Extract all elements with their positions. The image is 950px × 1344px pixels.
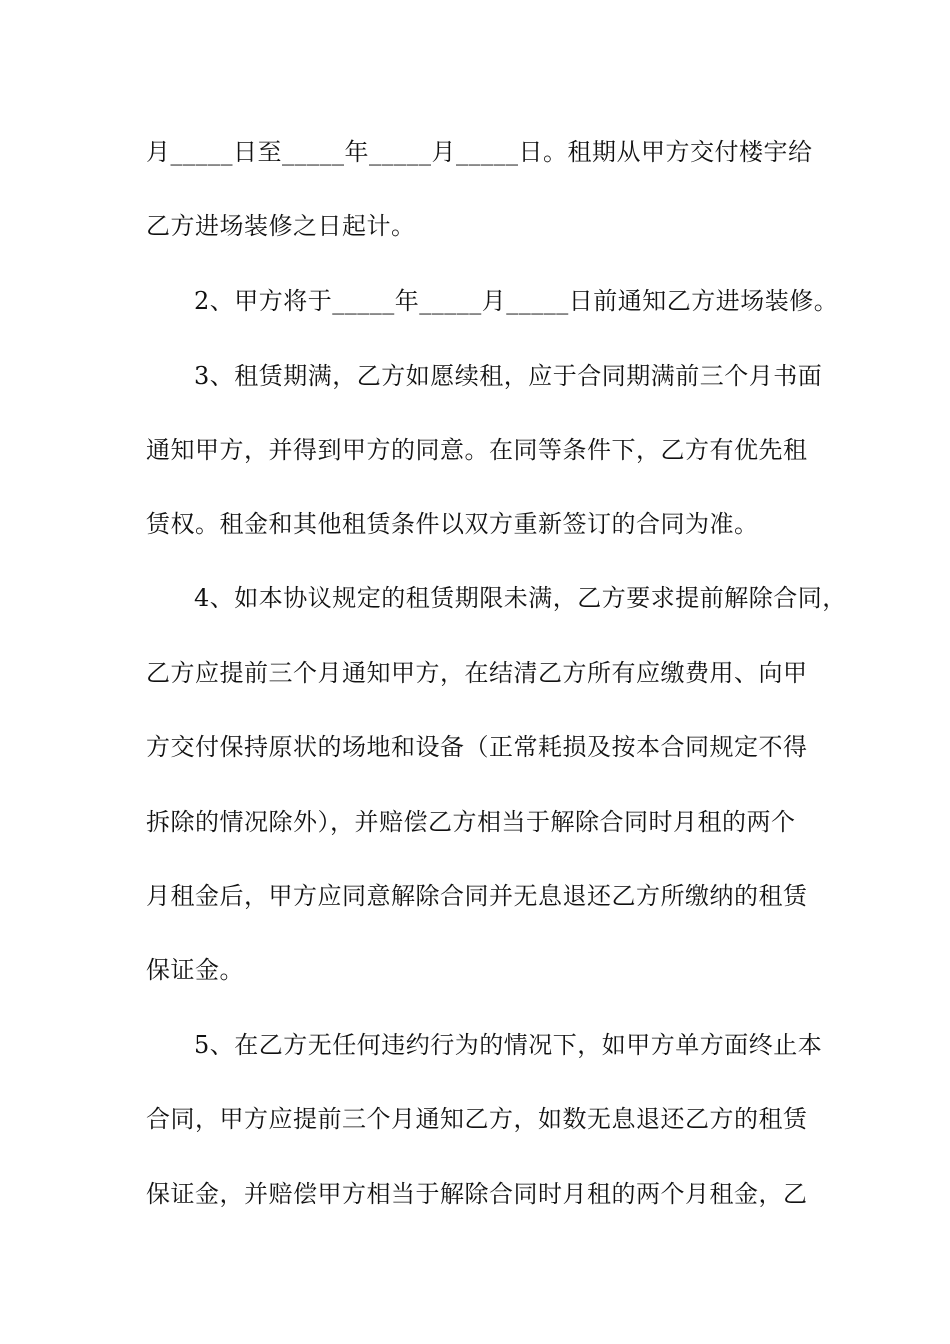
text-line: 方交付保持原状的场地和设备（正常耗损及按本合同规定不得 xyxy=(146,733,808,761)
text-line: 乙方进场装修之日起计。 xyxy=(146,212,416,240)
text-line: 乙方应提前三个月通知甲方，在结清乙方所有应缴费用、向甲 xyxy=(146,659,808,687)
text-line: 合同，甲方应提前三个月通知乙方，如数无息退还乙方的租赁 xyxy=(146,1105,808,1133)
text-line: 保证金，并赔偿甲方相当于解除合同时月租的两个月租金，乙 xyxy=(146,1180,808,1208)
paragraph-3-line: 3、租赁期满，乙方如愿续租，应于合同期满前三个月书面 xyxy=(194,362,823,390)
paragraph-4-line: 4、如本协议规定的租赁期限未满，乙方要求提前解除合同， xyxy=(194,584,847,612)
text-line: 赁权。租金和其他租赁条件以双方重新签订的合同为准。 xyxy=(146,510,759,538)
paragraph-2-line: 2、甲方将于_____年_____月_____日前通知乙方进场装修。 xyxy=(194,287,839,315)
text-line: 月租金后，甲方应同意解除合同并无息退还乙方所缴纳的租赁 xyxy=(146,882,808,910)
text-line: 保证金。 xyxy=(146,956,244,984)
text-line: 通知甲方，并得到甲方的同意。在同等条件下，乙方有优先租 xyxy=(146,436,808,464)
text-line: 月_____日至_____年_____月_____日。租期从甲方交付楼宇给 xyxy=(146,138,813,166)
text-line: 拆除的情况除外），并赔偿乙方相当于解除合同时月租的两个 xyxy=(146,808,796,836)
paragraph-5-line: 5、在乙方无任何违约行为的情况下，如甲方单方面终止本 xyxy=(194,1031,823,1059)
